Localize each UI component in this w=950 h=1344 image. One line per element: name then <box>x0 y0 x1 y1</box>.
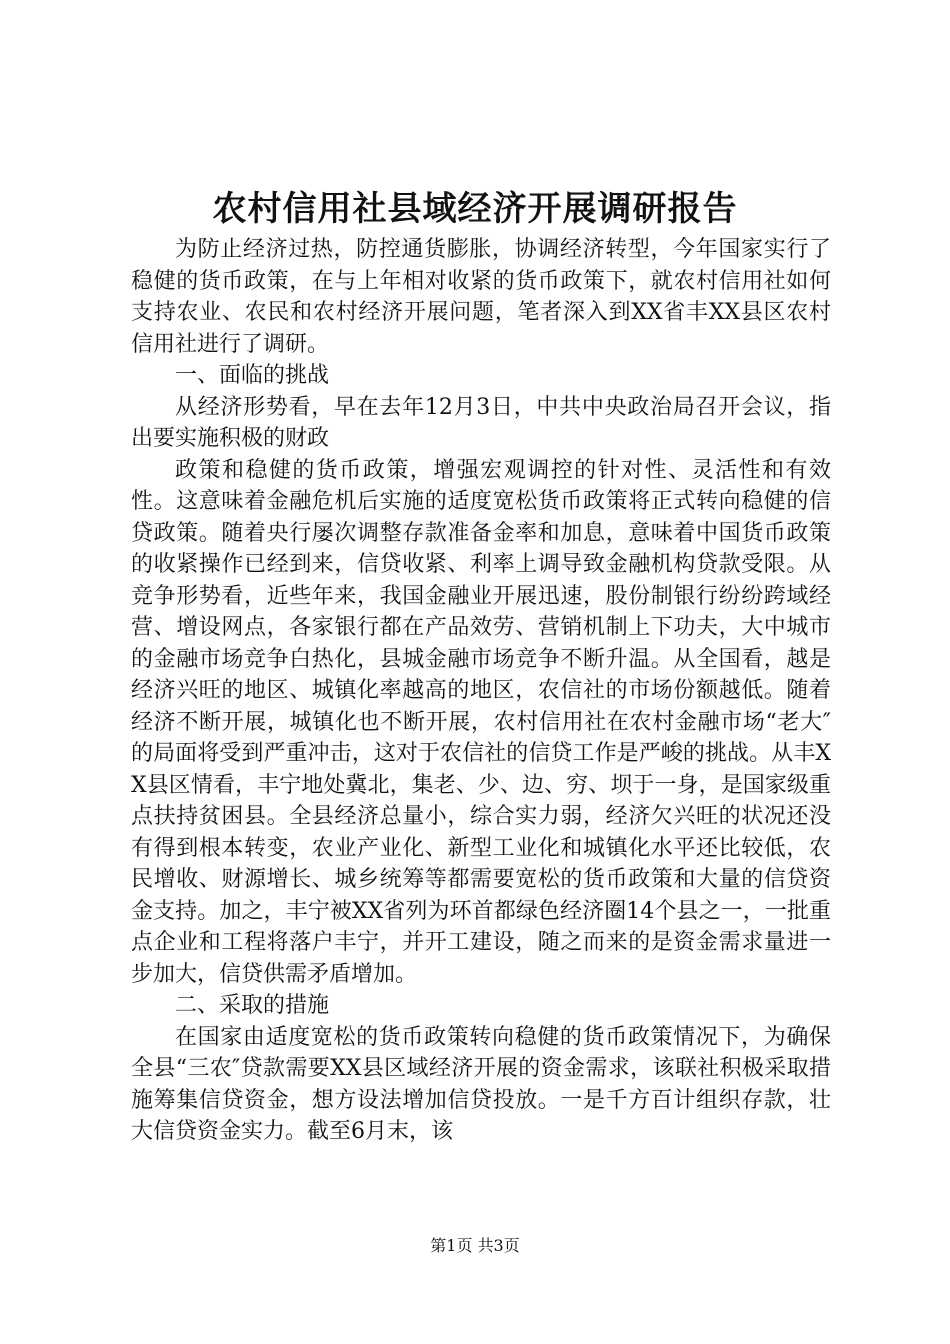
paragraph-intro: 为防止经济过热，防控通货膨胀，协调经济转型，今年国家实行了稳健的货币政策，在与上年相对收紧的货币政策下，就农村信用社如何支持农业、农民和农村经济开展问题，笔者深入到XX省丰XX县区农村信用社进行了调研。 <box>131 237 831 357</box>
page-footer: 第1页 共3页 <box>430 1236 520 1255</box>
section-heading-measures: 二、采取的措施 <box>175 993 330 1018</box>
document-title: 农村信用社县域经济开展调研报告 <box>212 189 738 229</box>
document-body <box>131 234 831 1148</box>
section-heading-challenges: 一、面临的挑战 <box>175 363 330 388</box>
paragraph-economic-situation: 从经济形势看，早在去年12月3日，中共中央政治局召开会议，指出要实施积极的财政 <box>131 394 831 451</box>
paragraph-measures: 在国家由适度宽松的货币政策转向稳健的货币政策情况下，为确保全县“三农″贷款需要XX县区域经济开展的资金需求，该联社积极采取措施筹集信贷资金，想方设法增加信贷投放。一是千方百计组织存款，壮大信贷资金实力。截至6月末，该 <box>131 1024 831 1144</box>
paragraph-policy-analysis: 政策和稳健的货币政策，增强宏观调控的针对性、灵活性和有效性。这意味着金融危机后实施的适度宽松货币政策将正式转向稳健的信贷政策。随着央行屡次调整存款准备金率和加息，意味着中国货币政策的收紧操作已经到来，信贷收紧、利率上调导致金融机构贷款受限。从竞争形势看，近些年来，我国金融业开展迅速，股份制银行纷纷跨域经营、增设网点，各家银行都在产品效劳、营销机制上下功夫，大中城市的金融市场竞争白热化，县城金融市场竞争不断升温。从全国看，越是经济兴旺的地区、城镇化率越高的地区，农信社的市场份额越低。随着经济不断开展，城镇化也不断开展，农村信用社在农村金融市场“老大″的局面将受到严重冲击，这对于农信社的信贷工作是严峻的挑战。从丰XX县区情看，丰宁地处冀北，集老、少、边、穷、坝于一身，是国家级重点扶持贫困县。全县经济总量小，综合实力弱，经济欠兴旺的状况还没有得到根本转变，农业产业化、新型工业化和城镇化水平还比较低，农民增收、财源增长、城乡统筹等都需要宽松的货币政策和大量的信贷资金支持。加之，丰宁被XX省列为环首都绿色经济圈14个县之一，一批重点企业和工程将落户丰宁，并开工建设，随之而来的是资金需求量进一步加大，信贷供需矛盾增加。 <box>131 457 831 987</box>
